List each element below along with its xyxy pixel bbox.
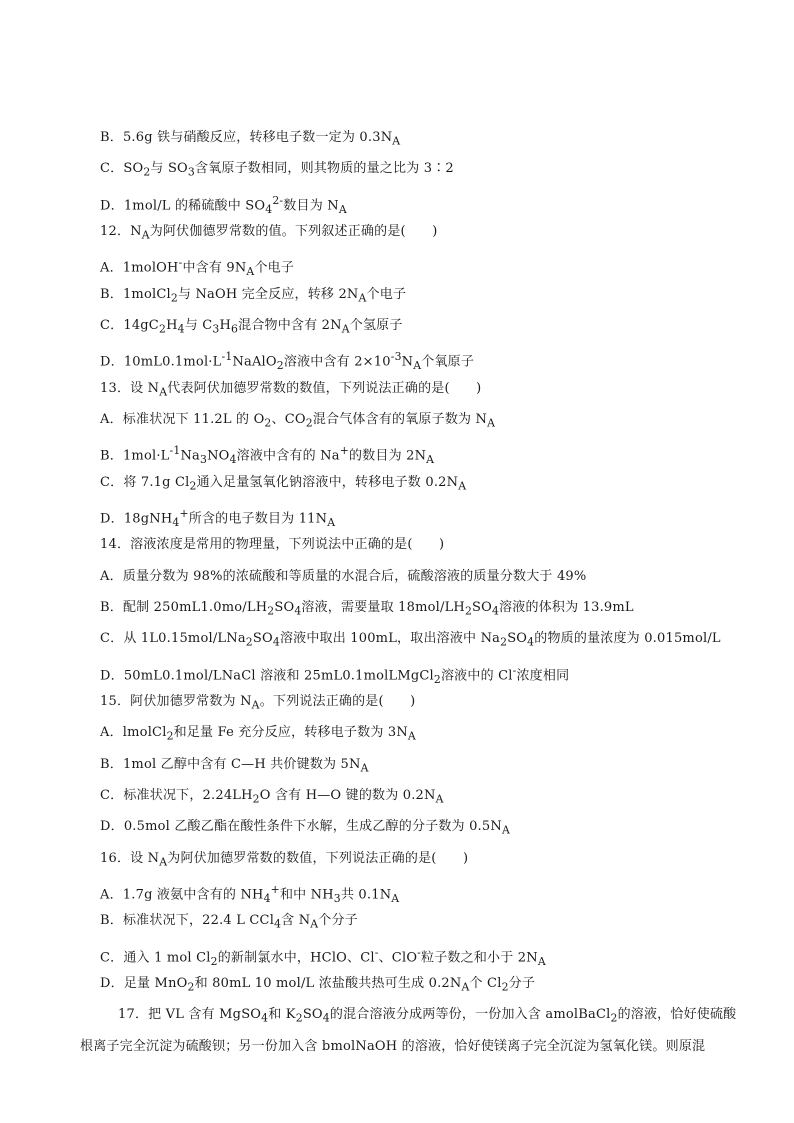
answer-option: D．18gNH$_4$+所含的电子数目为 $11N_A$ [100,507,336,529]
answer-option: D．足量 MnO$_2$和 80mL 10 mol/L 浓盐酸共热可生成 $0.2N_A$个 $Cl_2$分子 [100,976,536,994]
answer-option: C．$14gC_2H_4$与 $C_3H_6$混合物中含有 $2N_A$个氢原子 [100,318,403,336]
answer-option: D．50mL0.1mol/LNaCl 溶液和 25mL0.1molLMgCl$_2$溶液中的 Cl-浓度相同 [100,664,570,686]
answer-option: C．通入 1 mol $Cl_2$的新制氯水中，HClO、Cl-、ClO-粒子数之和小于 $2N_A$ [100,946,546,968]
question-stem: 13．设 $N_A$代表阿伏加德罗常数的数值，下列说法正确的是( ) [100,381,482,399]
question-stem: 12．$N_A$为阿伏伽德罗常数的值。下列叙述正确的是( ) [100,224,438,242]
question-stem: 14．溶液浓度是常用的物理量，下列说法中正确的是( ) [100,537,445,552]
answer-option: A．1.7g 液氨中含有的 $NH_4^+$和中 $NH_3$共 $0.1N_A$ [100,883,400,905]
answer-option: A．lmolCl$_2$和足量 Fe 充分反应，转移电子数为 $3N_A$ [100,725,416,743]
answer-option: C．将 7.1g $Cl_2$通入足量氢氧化钠溶液中，转移电子数 $0.2N_A$ [100,475,467,493]
answer-option: A．质量分数为 98%的浓硫酸和等质量的水混合后，硫酸溶液的质量分数大于 49% [100,569,587,584]
answer-option: D．$10mL0.1mol\cdot L^{-1}NaAlO_2$溶液中含有 $2\times 10^{-3}N_A$个氧原子 [100,350,475,372]
answer-option: B．$1mol\cdot L^{-1}Na_3NO_4$溶液中含有的 Na+的数目为 $2N_A$ [100,444,435,466]
question-stem: 16．设 $N_A$为阿伏加德罗常数的数值，下列说法正确的是( ) [100,851,469,869]
answer-option: B．1molCl$_2$与 NaOH 完全反应，转移 $2N_A$个电子 [100,287,407,305]
answer-option: A．1molOH-中含有 $9N_A$个电子 [100,256,295,278]
question-stem-continued: 根离子完全沉淀为硫酸钡；另一份加入含 bmolNaOH 的溶液，恰好使镁离子完全沉淀为氢氧化镁。则原混 [80,1039,706,1054]
answer-option: C．标准状况下，$2.24LH_2O$ 含有 H—O 键的数为 $0.2N_A$ [100,788,444,806]
answer-option: B．标准状况下，22.4 L CCl$_4$含 $N_A$个分子 [100,913,358,931]
answer-option: C．$SO_2$与 $SO_3$含氧原子数相同，则其物质的量之比为 3∶2 [100,161,454,179]
answer-option: B．5.6g 铁与硝酸反应，转移电子数一定为 $0.3N_A$ [100,130,401,148]
question-stem: 17．把 VL 含有 MgSO$_4$和 $K_2SO_4$的混合溶液分成两等份，一份加入含 amolBaCl$_2$的溶液，恰好使硫酸 [118,1007,737,1025]
answer-option: B．1mol 乙醇中含有 C—H 共价键数为 $5N_A$ [100,757,369,775]
answer-option: D．0.5mol 乙酸乙酯在酸性条件下水解，生成乙醇的分子数为 $0.5N_A$ [100,819,510,837]
answer-option: C．从 $1L0.15mol/LNa_2SO_4$溶液中取出 100mL，取出溶液中 $Na_2SO_4$的物质的量浓度为 0.015mol/L [100,631,721,649]
answer-option: A．标准状况下 11.2L 的 $O_2$、$CO_2$混合气体含有的氧原子数为 $N_A$ [100,412,496,430]
question-stem: 15．阿伏加德罗常数为 $N_A$。下列说法正确的是( ) [100,694,416,712]
answer-option: D．1mol/L 的稀硫酸中 $SO_4^{2-}$数目为 $N_A$ [100,194,347,216]
answer-option: B．配制 $250mL1.0mo/LH_2SO_4$溶液，需要量取 $18mol/LH_2SO_4$溶液的体积为 13.9mL [100,600,634,618]
